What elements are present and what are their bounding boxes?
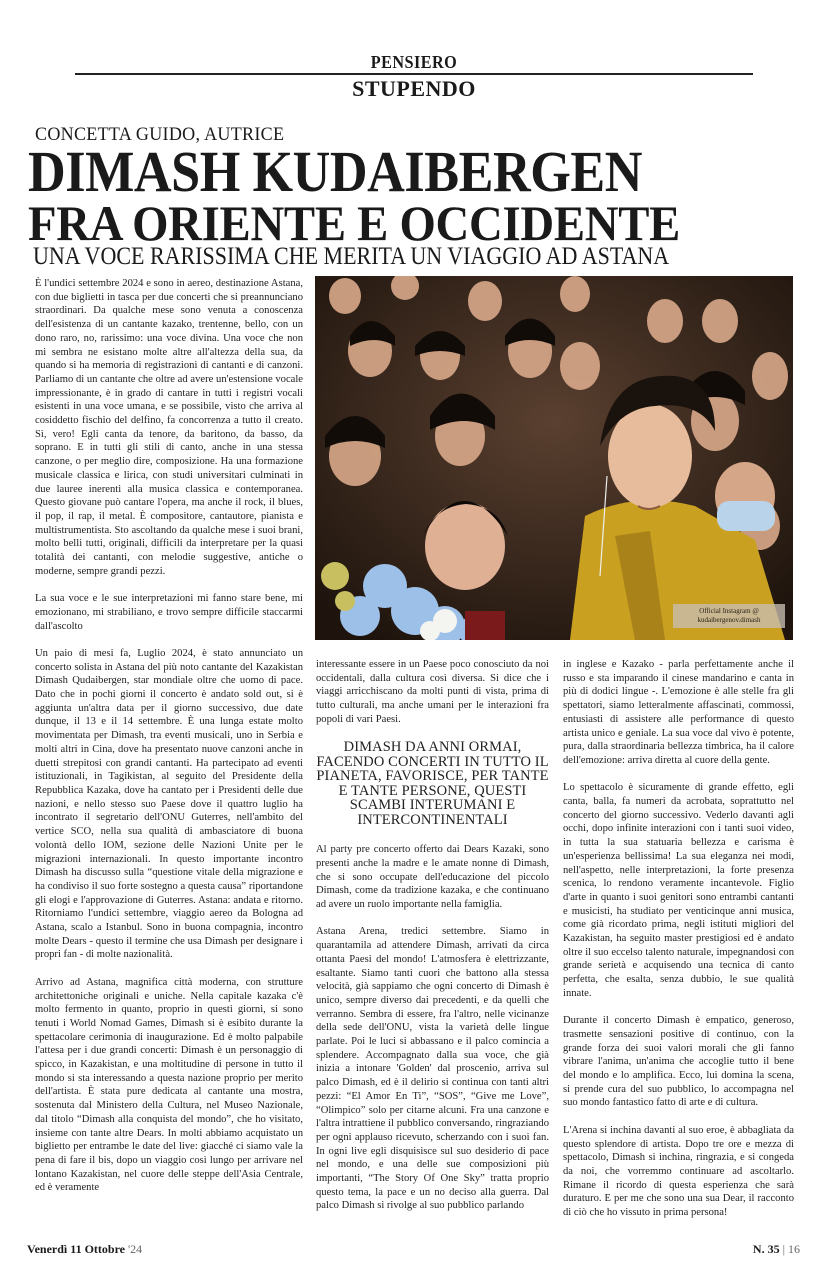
footer-separator: | (782, 1242, 785, 1256)
paragraph: Lo spettacolo è sicuramente di grande effetto, egli canta, balla, fa numeri da acrobata, soprattutto nel concerto del giorno successivo. Vederlo davanti agli occhi, dopo infinite interazioni con i tanti suoi video, in tutta la sua statuaria bellezza e carisma è un'esperienza bellissima! La sua eleganza nei modi, nell'aspetto, nelle interpretazioni, la forte presenza scenica, lo rendono veramente incantevole. Figlio d'arte in quanto i suoi genitori sono entrambi cantanti e musicisti, ha studiato per venticinque anni musica, come già ricordato prima, negli istituti migliori del Kazakistan, ha seguito master prestigiosi ed è andato oltre il suo eccelso talento naturale, impegnandosi con grande serietà e acquisendo una tecnica di canto perfetta, che esalta, senza dubbio, le sue qualità innate. (563, 782, 794, 999)
photo-caption-line: kudaibergenov.dimash (697, 616, 761, 624)
photo-caption-line: Official Instagram @ (699, 607, 759, 615)
paragraph: La sua voce e le sue interpretazioni mi fanno stare bene, mi emozionano, mi strabiliano, e trovo sempre difficile staccarmi dall'ascolto (35, 593, 303, 632)
subheadline: UNA VOCE RARISSIMA CHE MERITA UN VIAGGIO AD ASTANA (33, 243, 670, 270)
footer-date-year: '24 (128, 1242, 143, 1256)
issue-number: N. 35 (752, 1242, 780, 1256)
paragraph: Al party pre concerto offerto dai Dears Kazaki, sono presenti anche la madre e le amate nonne di Dimash, che si sono occupate dell'educazione del piccolo Dimash, come da tradizione kazaka, e che continuano ad avere un ruolo importante nella famiglia. (316, 844, 549, 911)
paragraph: in inglese e Kazako - parla perfettamente anche il russo e sta imparando il cinese mandarino e canta in più di dodici lingue -. L'emozione è alle stelle fra gli spettatori, siamo letteralmente affascinati, commossi, entusiasti di assistere alle performance di questo artista unico e geniale. La sua voce dal vivo è potente, pura, dalla straordinaria bellezza timbrica, ha il calore dell'emozione: arriva diretta al cuore della gente. (563, 659, 794, 766)
column-right (563, 658, 794, 1233)
crowd-selfie-image (315, 276, 793, 640)
headline-line-1: DIMASH KUDAIBERGEN (28, 139, 643, 204)
column-left (35, 277, 303, 1209)
footer-issue (753, 1242, 800, 1257)
paragraph: Arrivo ad Astana, magnifica città moderna, con strutture architettoniche originali e uniche. Nella capitale kazaka c'è molto fermento in quanto, proprio in questi giorni, si sono tenuti i World Nomad Games, Dimash si è esibito durante la spettacolare cerimonia di inaugurazione. Ed è molto palpabile l'attesa per i due grandi concerti: Dimash è un personaggio di spicco, in Kazakistan, e una moltitudine di persone in tutto il mondo si sta interessando a questa nazione proprio per merito dell'artista. È stata pure dedicata al cantante una mostra, sostenuta dal Ministero della Cultura, nel Museo Nazionale, dal titolo “Dimash alla conquista del mondo”, che ho visitato, insieme con tante altre Dears. In molti abbiamo acquistato un biglietto per entrambe le date del live: giacché ci siamo vale la pena di fare il bis, dopo un viaggio così lungo per arrivare nel lontano Kazakistan, nel cuore delle steppe dell'Asia Centrale, ed è veramente (35, 976, 303, 1194)
footer-date-day: Venerdì 11 Ottobre (27, 1242, 125, 1256)
column-middle (316, 658, 549, 1227)
page-number: 16 (788, 1242, 800, 1256)
paragraph: Durante il concerto Dimash è empatico, generoso, trasmette sensazioni positive di continuo, con la grande forza dei suoi valori morali che gli fanno vibrare l'anima, un'anima che accoglie tutto il bene del mondo e lo amplifica. Ecco, lui domina la scena, si prende cura del suo pubblico, lo accompagna nel suo mondo fantastico fatto di arte e di cultura. (563, 1015, 794, 1109)
paragraph: L'Arena si inchina davanti al suo eroe, è abbagliata da questo splendore di artista. Dopo tre ore e mezza di spettacolo, Dimash si inchina, ringrazia, e si congeda da noi, che vorremmo continuare ad ascoltarlo. Rimane il ricordo di questa esperienza che sarà duraturo. E per me che sono una sua Dear, il racconto di ciò che ho vissuto in prima persona! (563, 1124, 794, 1219)
section-divider (75, 73, 753, 75)
section-kicker-top: PENSIERO (370, 52, 458, 72)
paragraph: Un paio di mesi fa, Luglio 2024, è stato annunciato un concerto solista in Astana del più noto cantante del Kazakistan Dimash Qudaibergen, star mondiale oltre che uomo di pace. Dato che in pochi giorni il concerto è andato sold out, si è aggiunta un'altra data per il giorno successivo, due date dunque, il 13 e il 14 settembre. È una lunga estate molto movimentata per Dimash, tra eventi musicali, uno in Serbia e molti altri in Cina, dove ha presentato nuove canzoni anche in duetti strepitosi con grandi cantanti. Ha partecipato ad eventi istituzionali, in Tagikistan, al seguito del Presidente della Repubblica Kazaka, dove ha cantato per i Presidenti delle due nazioni, e nello stesso suo Paese dove il quattro luglio ha incontrato il segretario dell'ONU Guterres, nell'ambito del vertice SCO, nella sua qualità di ambasciatore di buona volontà dello IOM, sezione delle Nazioni Unite per le migrazioni internazionali. In questo importante incontro Dimash ha discusso sulla “questione vitale della migrazione e ha condiviso il suo forte sostegno a questa causa” riportandone gli elogi e l'approvazione di Guterres. Astana: andata e ritorno. Ritorniamo l'undici settembre, viaggio aereo da Bologna ad Astana, scalo a Istanbul. Sono in buona compagnia, incontro molte Dears - questo il termine che usa Dimash per designare i propri fan - di molte nazionalità. (35, 647, 303, 961)
footer-date (27, 1242, 142, 1257)
paragraph: È l'undici settembre 2024 e sono in aereo, destinazione Astana, con due biglietti in tasca per due concerti che si preannunciano straordinari. Da qualche mese sono venuta a conoscenza dell'esistenza di un cantante kazako, trentenne, bello, con un dono raro, no, rarissimo: una voce divina. Una voce che non mi sembra ne esistano molte altre all'altezza della sua, da quando si ha memoria di registrazioni di cantanti e di canzoni. Parliamo di un cantante che oltre ad avere un'estensione vocale impressionante, è in grado di cantare in tutti i registri vocali esistenti in una voce umana, e se possibile, visto che arriva al cosiddetto fischio del delfino, fa concorrenza a tutto il creato. Sì, vero! Egli canta da tenore, da baritono, da basso, da soprano. E in tutti gli stili di canto, anche in una stessa canzone, o per meglio dire, composizione. Ha una formazione musicale classica e lirica, con studi universitari culminati in due lauree inerenti alla musica classica e contemporanea. Questo giovane può cantare l'opera, ma anche il rock, il blues, il pop, il rap, il metal. È compositore, cantautore, pianista e multistrumentista. Sto ascoltando da qualche mese i suoi brani, molto belli tutti, originali, difficili da interpretare per la quasi totalità dei cantanti, con melodie suggestive, antiche o moderne, sempre grandi pezzi. (35, 278, 303, 577)
photo-caption (673, 604, 785, 628)
byline: CONCETTA GUIDO, AUTRICE (35, 124, 285, 145)
paragraph: interessante essere in un Paese poco conosciuto da noi occidentali, dalla cultura così diversa. Si dice che i viaggi arricchiscano da molti punti di vista, prima di tutto culturali, ma anche umani per le interazioni fra popoli di vari Paesi. (316, 659, 549, 725)
article-photo (315, 276, 793, 640)
paragraph: Astana Arena, tredici settembre. Siamo in quarantamila ad attendere Dimash, arrivati da circa ottanta Paesi del mondo! L'atmosfera è elettrizzante, esaltante. Siamo tanti cuori che battono alla stessa velocità, già sappiamo che ogni concerto di Dimash è unico, sempre diverso dai precedenti, e da quelli che verranno. Sembra di essere, fra l'altro, nelle vicinanze della sede dell'ONU, vista la varietà delle lingue parlate. Poi le luci si abbassano e il palco comincia a splendere. Accompagnato dalla sua voce, che già inizia a intonare 'Golden' dal proscenio, arriva sul palco Dimash, ed è il delirio si continua con tanti altri pezzi: “El Amor En Ti”, “SOS”, “Give me Love”, “Olimpico” solo per citarne alcuni. Fra una canzone e l'altra intrattiene il pubblico conversando, ringraziando per ogni applauso ricevuto, scherzando con i suoi fan. In ogni live egli disquisisce sul suo desiderio di pace nel mondo, e una delle sue composizioni più importanti, “The Story Of One Sky” tratta proprio questo tema, la pace e un no deciso alla guerra. Dal palco Dimash si rivolge al suo pubblico parlando (316, 926, 549, 1212)
pull-quote: DIMASH DA ANNI ORMAI, FACENDO CONCERTI IN TUTTO IL PIANETA, FAVORISCE, PER TANTE E TANTE PERSONE, QUESTI SCAMBI INTERUMANI E INTERCONTINENTALI (316, 739, 549, 828)
section-kicker-bottom: STUPENDO (352, 76, 476, 101)
headline-line-2: FRA ORIENTE E OCCIDENTE (28, 195, 681, 251)
